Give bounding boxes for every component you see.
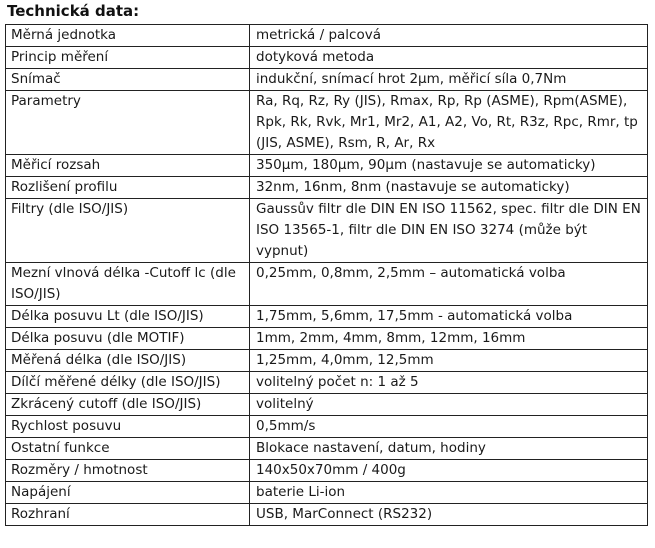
spec-label: Délka posuvu (dle MOTIF): [6, 328, 250, 350]
spec-value: dotyková metoda: [250, 47, 648, 69]
spec-value: metrická / palcová: [250, 25, 648, 47]
document-title: Technická data:: [7, 2, 140, 20]
spec-value: 140x50x70mm / 400g: [250, 460, 648, 482]
spec-value: volitelný: [250, 394, 648, 416]
table-row: [6, 460, 648, 482]
spec-label: Délka posuvu Lt (dle ISO/JIS): [6, 306, 250, 328]
spec-value: 0,25mm, 0,8mm, 2,5mm – automatická volba: [250, 263, 648, 306]
spec-label: Měrná jednotka: [6, 25, 250, 47]
spec-value: 1mm, 2mm, 4mm, 8mm, 12mm, 16mm: [250, 328, 648, 350]
table-row: [6, 263, 648, 306]
spec-value: volitelný počet n: 1 až 5: [250, 372, 648, 394]
spec-label: Rozhraní: [6, 504, 250, 526]
table-row: [6, 372, 648, 394]
spec-label: Měřicí rozsah: [6, 155, 250, 177]
table-row: [6, 177, 648, 199]
spec-value: 32nm, 16nm, 8nm (nastavuje se automaticky): [250, 177, 648, 199]
table-row: [6, 155, 648, 177]
table-row: [6, 438, 648, 460]
spec-label: Rozměry / hmotnost: [6, 460, 250, 482]
table-row: [6, 47, 648, 69]
table-row: [6, 482, 648, 504]
spec-label: Rychlost posuvu: [6, 416, 250, 438]
table-row: [6, 328, 648, 350]
spec-label: Zkrácený cutoff (dle ISO/JIS): [6, 394, 250, 416]
spec-value: Gaussův filtr dle DIN EN ISO 11562, spec. filtr dle DIN EN ISO 13565-1, filtr dle DIN EN ISO 3274 (může být vypnut): [250, 199, 648, 263]
specs-table: [5, 24, 648, 526]
spec-value: Ra, Rq, Rz, Ry (JIS), Rmax, Rp, Rp (ASME), Rpm(ASME), Rpk, Rk, Rvk, Mr1, Mr2, A1, A2, Vo, Rt, R3z, Rpc, Rmr, tp (JIS, ASME), Rsm, R, Ar, Rx: [250, 91, 648, 155]
spec-value: 1,25mm, 4,0mm, 12,5mm: [250, 350, 648, 372]
spec-label: Princip měření: [6, 47, 250, 69]
spec-label: Napájení: [6, 482, 250, 504]
table-row: [6, 394, 648, 416]
table-row: [6, 25, 648, 47]
spec-value: 350µm, 180µm, 90µm (nastavuje se automaticky): [250, 155, 648, 177]
spec-value: Blokace nastavení, datum, hodiny: [250, 438, 648, 460]
table-row: [6, 504, 648, 526]
spec-label: Parametry: [6, 91, 250, 155]
table-row: [6, 350, 648, 372]
table-row: [6, 199, 648, 263]
table-row: [6, 306, 648, 328]
spec-label: Ostatní funkce: [6, 438, 250, 460]
spec-label: Filtry (dle ISO/JIS): [6, 199, 250, 263]
spec-label: Rozlišení profilu: [6, 177, 250, 199]
spec-value: 1,75mm, 5,6mm, 17,5mm - automatická volba: [250, 306, 648, 328]
table-row: [6, 91, 648, 155]
spec-value: baterie Li-ion: [250, 482, 648, 504]
table-row: [6, 416, 648, 438]
table-row: [6, 69, 648, 91]
spec-label: Dílčí měřené délky (dle ISO/JIS): [6, 372, 250, 394]
spec-value: indukční, snímací hrot 2µm, měřicí síla 0,7Nm: [250, 69, 648, 91]
spec-value: USB, MarConnect (RS232): [250, 504, 648, 526]
spec-label: Mezní vlnová délka -Cutoff lc (dle ISO/JIS): [6, 263, 250, 306]
spec-value: 0,5mm/s: [250, 416, 648, 438]
spec-label: Snímač: [6, 69, 250, 91]
spec-label: Měřená délka (dle ISO/JIS): [6, 350, 250, 372]
